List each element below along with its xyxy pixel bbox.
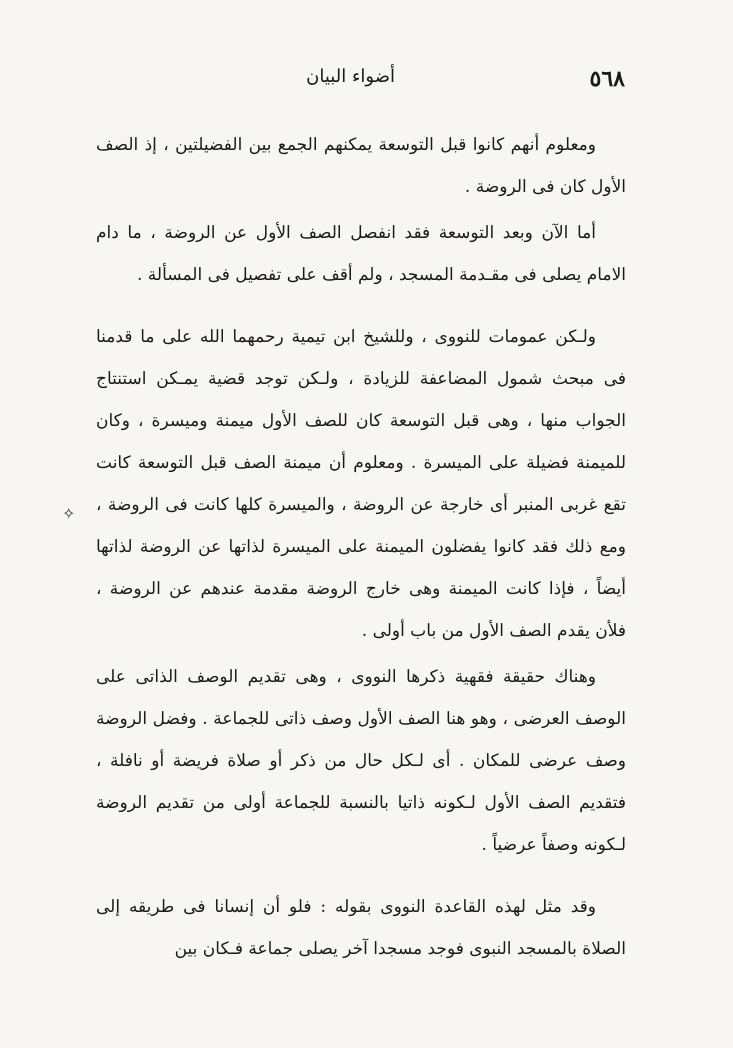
paragraph-1: ومعلوم أنهم كانوا قبل التوسعة يمكنهم الجمع بين الفضيلتين ، إذ الصف الأول كان فى الروضة . [96, 135, 626, 197]
page-header [100, 66, 625, 96]
paragraph-2: أما الآن وبعد التوسعة فقد انفصل الصف الأول عن الروضة ، ما دام الامام يصلى فى مقـدمة المسجد ، ولم أقف على تفصيل فى المسألة . [96, 223, 626, 285]
paragraph-5: وقد مثل لهذه القاعدة النووى بقوله : فلو أن إنسانا فى طريقه إلى الصلاة بالمسجد النبوى فوجد مسجدا آخر يصلى جماعة فـكان بين [96, 897, 626, 959]
paragraph-3: ولـكن عمومات للنووى ، وللشيخ ابن تيمية رحمهما الله على ما قدمنا فى مبحث شمول المضاعفة للزيادة ، ولـكن توجد قضية يمـكن استنتاج الجواب منها ، وهى قبل التوسعة كان للصف الأول ميمنة وميسرة ، وكان للميمنة فضيلة على الميسرة . ومعلوم أن ميمنة الصف قبل التوسعة كانت تقع غربى المنبر أى خارجة عن الروضة ، والميسرة كلها كانت فى الروضة ، ومع ذلك فقد كانوا يفضلون الميمنة على الميسرة لذاتها عن الروضة لذاتها أيضاً ، فإذا كانت الميمنة وهى خارج الروضة مقدمة عندهم عن الروضة ، فلأن يقدم الصف الأول من باب أولى . [96, 327, 626, 641]
page-number: ٥٦٨ [589, 66, 625, 92]
running-title: أضواء البيان [306, 66, 395, 87]
margin-mark-icon: ✧ [62, 504, 76, 523]
body-text [96, 124, 626, 970]
paragraph-4: وهناك حقيقة فقهية ذكرها النووى ، وهى تقديم الوصف الذاتى على الوصف العرضى ، وهو هنا الصف الأول وصف ذاتى للجماعة . وفضل الروضة وصف عرضى للمكان . أى لـكل حال من ذكر أو صلاة فريضة أو نافلة ، فتقديم الصف الأول لـكونه ذاتيا بالنسبة للجماعة أولى من تقديم الروضة لـكونه وصفاً عرضياً . [96, 667, 626, 855]
